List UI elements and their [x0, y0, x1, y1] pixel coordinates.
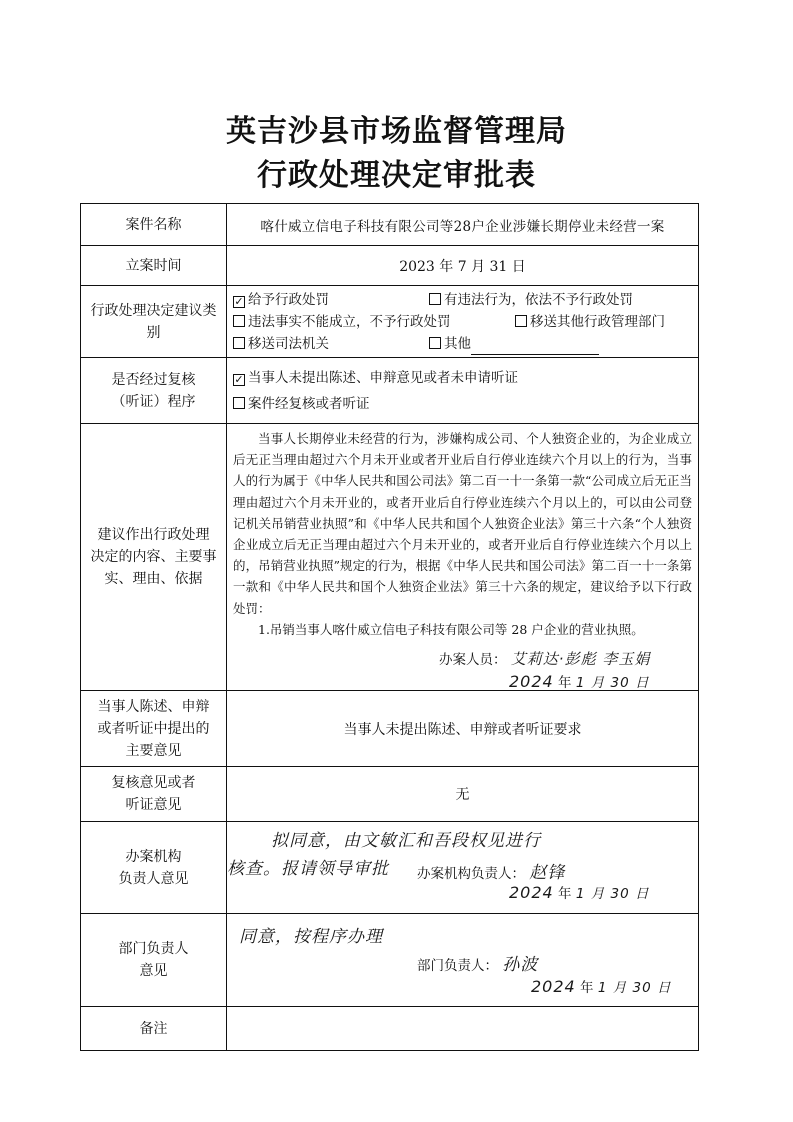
- row-filing-time: [81, 246, 699, 286]
- row-reexam: [81, 767, 699, 822]
- review-label: 是否经过复核 （听证）程序: [81, 358, 227, 424]
- suggestion-item1: 1.吊销当事人喀什威立信电子科技有限公司等 28 户企业的营业执照。: [258, 621, 644, 637]
- filing-time-label: 立案时间: [81, 246, 227, 286]
- dept-label: 部门负责人 意见: [81, 914, 227, 1007]
- handler-date: 2024 年 1 月 30 日: [509, 672, 650, 691]
- row-category: [81, 286, 699, 358]
- suggestion-content: [227, 424, 699, 691]
- handler-signature: 艾莉达·彭彪 李玉娟: [510, 650, 651, 668]
- checkbox-checked-icon: ✓: [234, 294, 244, 308]
- dept-content: [227, 914, 699, 1007]
- row-case-name: [81, 204, 699, 246]
- dept-signature-line: 部门负责人： 孙波: [417, 955, 539, 975]
- remarks-label: 备注: [81, 1007, 227, 1051]
- handler-signature-line: 办案人员： 艾莉达·彭彪 李玉娟: [439, 650, 651, 668]
- other-blank-line: [471, 340, 599, 355]
- agency-handwritten-opinion-line1: 拟同意，由文敏汇和吾段权见进行: [271, 831, 541, 851]
- option-transfer-judicial[interactable]: 移送司法机关: [233, 333, 429, 355]
- option-transfer-admin[interactable]: 移送其他行政管理部门: [515, 311, 665, 333]
- agency-date: 2024 年 1 月 30 日: [509, 883, 650, 902]
- statement-label: 当事人陈述、申辩 或者听证中提出的 主要意见: [81, 691, 227, 767]
- case-name-label: 案件名称: [81, 204, 227, 246]
- remarks-value: [227, 1007, 699, 1051]
- option-penalty[interactable]: ✓ 给予行政处罚: [234, 291, 329, 308]
- statement-value: 当事人未提出陈述、申辩或者听证要求: [227, 691, 699, 767]
- document-subtitle: 行政处理决定审批表: [257, 158, 536, 193]
- review-options: [227, 358, 699, 424]
- case-name-value: 喀什威立信电子科技有限公司等28户企业涉嫌长期停业未经营一案: [227, 204, 699, 246]
- row-dept: [81, 914, 699, 1007]
- document-title: 英吉沙县市场监督管理局: [226, 114, 567, 149]
- checkbox-checked-icon: ✓: [234, 372, 244, 386]
- suggestion-label: 建议作出行政处理 决定的内容、主要事 实、理由、依据: [81, 424, 227, 691]
- category-label: 行政处理决定建议类别: [81, 286, 227, 358]
- checkbox-icon: [233, 315, 245, 327]
- agency-signature-line: 办案机构负责人： 赵锋: [417, 863, 566, 883]
- dept-date: 2024 年 1 月 30 日: [531, 977, 672, 996]
- category-options: [227, 286, 699, 358]
- checkbox-icon: [429, 293, 441, 305]
- option-no-penalty[interactable]: 有违法行为，依法不予行政处罚: [429, 289, 633, 311]
- agency-handwritten-opinion-line2: 核查。报请领导审批: [227, 859, 389, 879]
- checkbox-icon: [515, 315, 527, 327]
- dept-handwritten-opinion: 同意，按程序办理: [239, 927, 383, 947]
- option-reviewed[interactable]: 案件经复核或者听证: [233, 391, 692, 417]
- checkbox-icon: [233, 337, 245, 349]
- reexam-label: 复核意见或者 听证意见: [81, 767, 227, 822]
- row-review: [81, 358, 699, 424]
- checkbox-icon: [429, 337, 441, 349]
- option-no-statement[interactable]: ✓ 当事人未提出陈述、申辩意见或者未申请听证: [234, 369, 518, 386]
- row-agency: [81, 822, 699, 914]
- row-remarks: [81, 1007, 699, 1051]
- reexam-value: 无: [227, 767, 699, 822]
- dept-signature: 孙波: [502, 955, 539, 975]
- approval-form-table: [80, 203, 699, 1051]
- agency-content: [227, 822, 699, 914]
- agency-label: 办案机构 负责人意见: [81, 822, 227, 914]
- checkbox-icon: [233, 397, 245, 409]
- option-not-established[interactable]: 违法事实不能成立，不予行政处罚: [233, 311, 515, 333]
- filing-time-value: 2023 年 7 月 31 日: [227, 246, 699, 286]
- row-statement: [81, 691, 699, 767]
- row-suggestion: [81, 424, 699, 691]
- suggestion-body: 当事人长期停业未经营的行为，涉嫌构成公司、个人独资企业的，为企业成立后无正当理由超过六个月未开业或者开业后自行停业连续六个月以上的行为，当事人的行为属于《中华人民共和国公司法》第二百一十一条第一款“公司成立后无正当理由超过六个月未开业的，或者开业后自行停业连续六个月以上的，可以由公司登记机关吊销营业执照”和《中华人民共和国个人独资企业法》第三十六条“个人独资企业成立后无正当理由超过六个月未开业的，或者开业后自行停业连续六个月以上的，吊销营业执照”规定的行为，根据《中华人民共和国公司法》第二百一十一条第一款和《中华人民共和国个人独资企业法》第三十六条的规定，建议给予以下行政处罚：: [233, 431, 692, 616]
- option-other[interactable]: 其他: [429, 333, 599, 355]
- agency-signature: 赵锋: [529, 863, 566, 883]
